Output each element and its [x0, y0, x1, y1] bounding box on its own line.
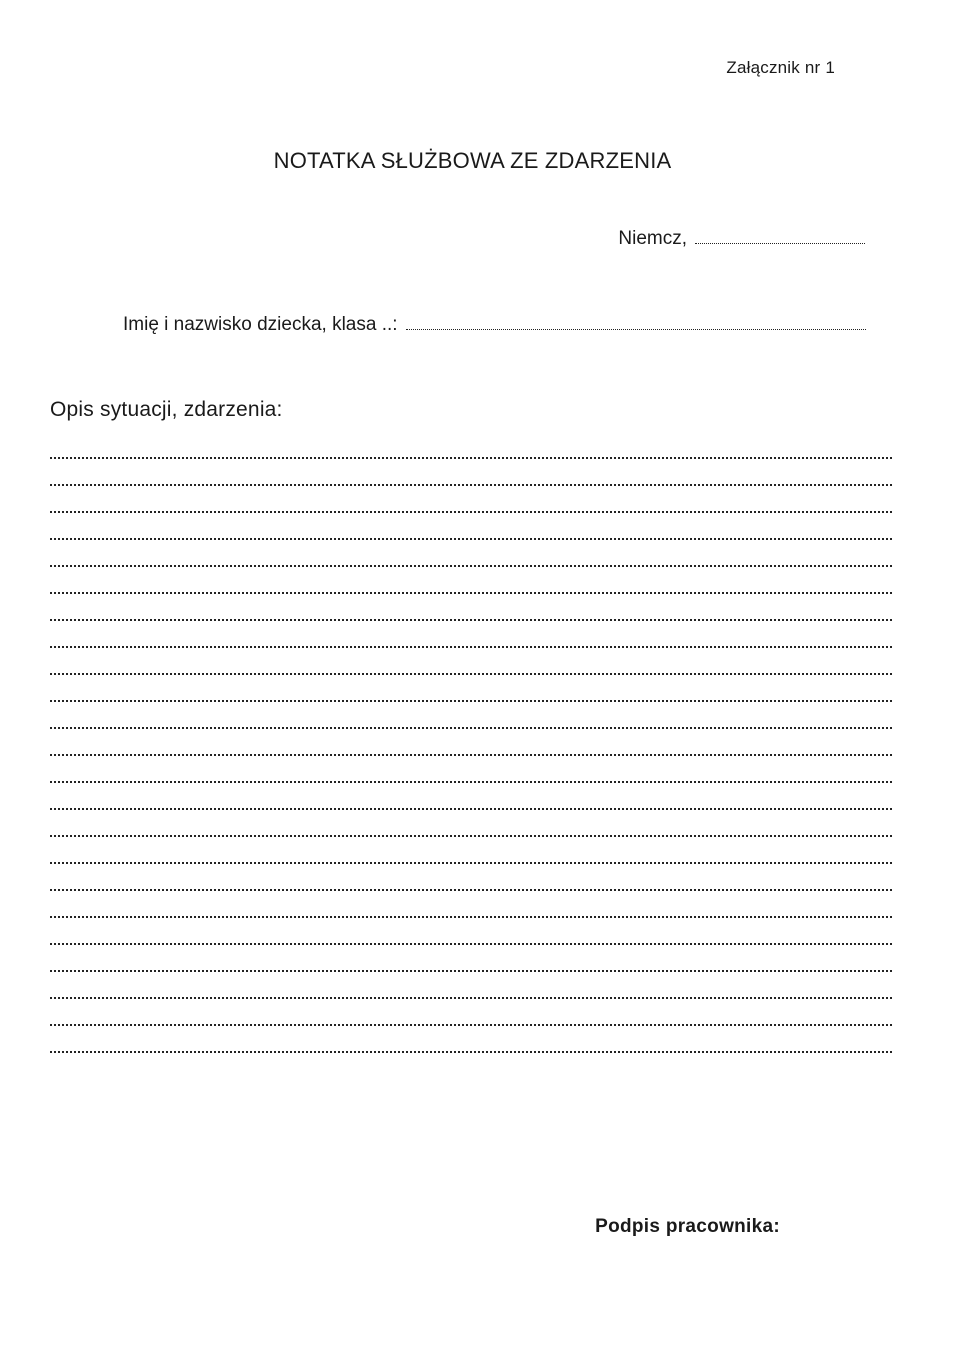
description-line[interactable] [50, 457, 892, 484]
description-line[interactable] [50, 1024, 892, 1051]
description-line[interactable] [50, 538, 892, 565]
description-line[interactable] [50, 511, 892, 538]
child-name-label: Imię i nazwisko dziecka, klasa ..: [123, 314, 398, 335]
description-line[interactable] [50, 484, 892, 511]
description-line[interactable] [50, 943, 892, 970]
child-name-fill-line[interactable] [406, 328, 866, 330]
description-line[interactable] [50, 862, 892, 889]
attachment-label: Załącznik nr 1 [726, 58, 835, 77]
description-line[interactable] [50, 889, 892, 916]
place-label: Niemcz, [618, 228, 687, 249]
description-line[interactable] [50, 700, 892, 727]
description-line[interactable] [50, 754, 892, 781]
description-line[interactable] [50, 673, 892, 700]
description-line[interactable] [50, 565, 892, 592]
child-name-field[interactable] [123, 314, 866, 336]
description-line[interactable] [50, 835, 892, 862]
signature-label: Podpis pracownika: [595, 1216, 780, 1237]
description-label: Opis sytuacji, zdarzenia: [50, 398, 283, 421]
place-date-field[interactable] [618, 228, 865, 250]
date-fill-line[interactable] [695, 242, 865, 244]
description-line[interactable] [50, 619, 892, 646]
description-line[interactable] [50, 646, 892, 673]
document-title: NOTATKA SŁUŻBOWA ZE ZDARZENIA [273, 148, 672, 173]
description-line[interactable] [50, 781, 892, 808]
description-line[interactable] [50, 808, 892, 835]
description-line[interactable] [50, 970, 892, 997]
description-line[interactable] [50, 727, 892, 754]
description-line[interactable] [50, 1051, 892, 1078]
description-writing-area[interactable] [50, 457, 892, 1078]
description-line[interactable] [50, 997, 892, 1024]
description-line[interactable] [50, 916, 892, 943]
description-line[interactable] [50, 592, 892, 619]
